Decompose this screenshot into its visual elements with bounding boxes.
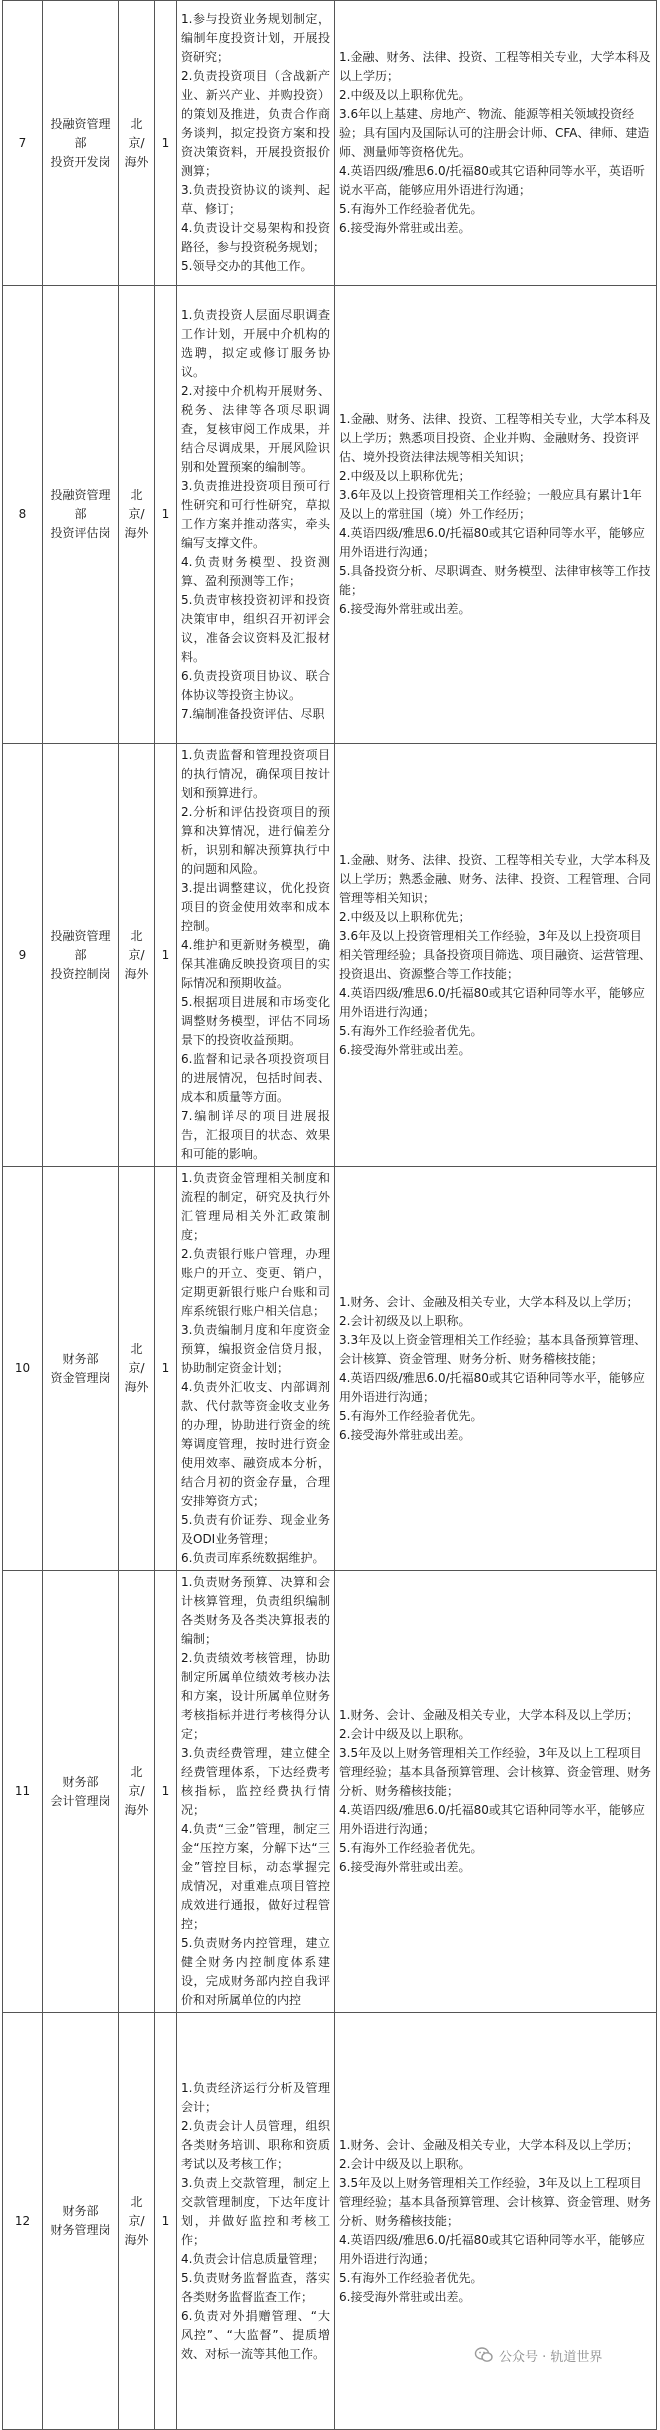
work-location: 北京/海外 <box>119 1167 155 1571</box>
requirement-item: 5.有海外工作经验者优先。 <box>339 1841 483 1855</box>
post-name <box>43 744 119 1167</box>
requirement-item: 5.有海外工作经验者优先。 <box>339 2270 483 2285</box>
position-title: 投资评估岗 <box>50 526 111 540</box>
requirement-item: 4.英语四级/雅思6.0/托福80或其它语种同等水平，能够应用外语进行沟通； <box>339 2232 645 2266</box>
position-title: 会计管理岗 <box>50 1793 111 1808</box>
recruitment-table-body <box>3 1 657 2430</box>
duty-item: 1.负责经济运行分析及管理会计； <box>181 2080 330 2114</box>
duty-item: 3.负责投资协议的谈判、起草、修订； <box>181 183 330 216</box>
requirement-item: 3.5年及以上财务管理相关工作经验，3年及以上工程项目管理经验；基本具备预算管理、会计核算、资金管理、财务分析、财务稽核技能； <box>339 2175 652 2228</box>
duty-item: 3.负责编制月度和年度资金预算，编报资金信贷月报，协助制定资金计划； <box>181 1323 330 1375</box>
row-number: 10 <box>3 1167 43 1571</box>
duty-item: 3.负责经费管理，建立健全经费管理体系，下达经费考核指标，监控经费执行情况； <box>181 1746 330 1817</box>
requirement-item: 2.会计中级及以上职称。 <box>339 2156 471 2171</box>
requirement-item: 3.5年及以上财务管理相关工作经验，3年及以上工程项目管理经验；基本具备预算管理、会计核算、资金管理、财务分析、财务稽核技能； <box>339 1746 652 1798</box>
headcount: 1 <box>155 286 177 744</box>
requirement-item: 2.中级及以上职称优先； <box>339 469 471 483</box>
requirement-item: 6.接受海外常驻或出差。 <box>339 1860 471 1874</box>
work-location: 北京/海外 <box>119 286 155 744</box>
position-title: 资金管理岗 <box>50 1370 111 1385</box>
work-location: 北京/海外 <box>119 1571 155 2013</box>
headcount: 1 <box>155 1571 177 2013</box>
requirement-item: 6.接受海外常驻或出差。 <box>339 602 471 616</box>
table-row <box>3 286 657 744</box>
duty-item: 4.维护和更新财务模型，确保其准确反映投资项目的实际情况和预期收益。 <box>181 938 330 990</box>
duty-item: 6.负责司库系统数据维护。 <box>181 1551 325 1565</box>
work-location: 北京/海外 <box>119 1 155 286</box>
duty-item: 4.负责“三金”管理，制定三金“压控方案，分解下达“三金”管控目标，动态掌握完成情况，对重难点项目管控成效进行通报，做好过程管控； <box>181 1822 330 1931</box>
headcount: 1 <box>155 2013 177 2430</box>
post-name <box>43 2013 119 2430</box>
requirement-item: 1.金融、财务、法律、投资、工程等相关专业，大学本科及以上学历； <box>339 50 651 83</box>
recruitment-table <box>2 0 657 2430</box>
duty-item: 5.负责有价证券、现金业务及ODI业务管理； <box>181 1513 330 1546</box>
duty-item: 6.监督和记录各项投资项目的进展情况，包括时间表、成本和质量等方面。 <box>181 1052 330 1104</box>
position-title: 财务管理岗 <box>50 2223 111 2237</box>
wechat-icon <box>474 2345 494 2365</box>
requirement-item: 4.英语四级/雅思6.0/托福80或其它语种同等水平，能够应用外语进行沟通； <box>339 526 645 559</box>
job-duties <box>177 286 335 744</box>
duty-item: 7.编制详尽的项目进展报告，汇报项目的状态、效果和可能的影响。 <box>181 1109 330 1161</box>
duty-item: 2.分析和评估投资项目的预算和决算情况，进行偏差分析，识别和解决预算执行中的问题和风险。 <box>181 805 330 876</box>
watermark <box>474 2342 654 2368</box>
department-name: 投融资管理部 <box>50 488 111 521</box>
requirement-item: 2.中级及以上职称优先； <box>339 909 471 924</box>
duty-item: 5.负责审核投资初评和投资决策审申，组织召开初评会议，准备会议资料及汇报材料。 <box>181 592 330 664</box>
duty-item: 1.负责资金管理相关制度和流程的制定，研究及执行外汇管理局相关外汇政策制度； <box>181 1171 330 1242</box>
duty-item: 3.负责上交款管理，制定上交款管理制度，下达年度计划，并做好监控和考核工作； <box>181 2175 330 2247</box>
duty-item: 3.负责推进投资项目预可行性研究和可行性研究，草拟工作方案并推动落实，牵头编写支撑文件。 <box>181 478 330 550</box>
headcount: 1 <box>155 1167 177 1571</box>
duty-item: 1.负责监督和管理投资项目的执行情况，确保项目按计划和预算进行。 <box>181 748 330 800</box>
department-name: 投融资管理部 <box>50 116 111 150</box>
duty-item: 5.负责财务监督监查，落实各类财务监督监查工作； <box>181 2270 330 2304</box>
duty-item: 2.负责银行账户管理，办理账户的开立、变更、销户，定期更新银行账户台账和司库系统银行账户相关信息； <box>181 1247 330 1318</box>
post-name <box>43 1571 119 2013</box>
duty-item: 2.负责投资项目（含战新产业、新兴产业、并购投资）的策划及推进，负责合作商务谈判，拟定投资方案和投资决策资料，开展投资报价测算； <box>181 69 330 178</box>
duty-item: 3.提出调整建议，优化投资项目的资金使用效率和成本控制。 <box>181 881 330 933</box>
requirement-item: 5.有海外工作经验者优先。 <box>339 1023 483 1038</box>
duty-item: 2.对接中介机构开展财务、税务、法律等各项尽职调查，复核审阅工作成果，并结合尽调成果，开展风险识别和处置预案的编制等。 <box>181 383 330 474</box>
post-name <box>43 286 119 744</box>
department-name: 财务部 <box>62 2204 99 2218</box>
duty-item: 2.负责会计人员管理，组织各类财务培训、职称和资质考试以及考核工作； <box>181 2118 330 2171</box>
duty-item: 5.领导交办的其他工作。 <box>181 259 313 273</box>
duty-item: 1.负责投资人层面尽职调查工作计划，开展中介机构的选聘，拟定或修订服务协议。 <box>181 307 330 379</box>
duty-item: 4.负责设计交易架构和投资路径，参与投资税务规划； <box>181 221 330 254</box>
job-duties <box>177 1167 335 1571</box>
duty-item: 6.负责对外捐赠管理、“大风控”、“大监督”、提质增效、对标一流等其他工作。 <box>181 2308 330 2361</box>
requirement-item: 6.接受海外常驻或出差。 <box>339 1427 471 1442</box>
row-number: 7 <box>3 1 43 286</box>
requirement-item: 1.金融、财务、法律、投资、工程等相关专业，大学本科及以上学历；熟悉金融、财务、法律、投资、工程管理、合同管理等相关知识； <box>339 852 652 905</box>
post-name <box>43 1 119 286</box>
job-requirements <box>335 1 657 286</box>
requirement-item: 2.会计初级及以上职称。 <box>339 1313 471 1328</box>
row-number: 9 <box>3 744 43 1167</box>
requirement-item: 4.英语四级/雅思6.0/托福80或其它语种同等水平，英语听说水平高，能够应用外语进行沟通； <box>339 164 645 197</box>
department-name: 财务部 <box>62 1774 99 1789</box>
requirement-item: 1.金融、财务、法律、投资、工程等相关专业，大学本科及以上学历；熟悉项目投资、企业并购、金融财务、投资评估、境外投资法律法规等相关知识； <box>339 412 651 464</box>
requirement-item: 6.接受海外常驻或出差。 <box>339 2289 471 2304</box>
requirement-item: 4.英语四级/雅思6.0/托福80或其它语种同等水平，能够应用外语进行沟通； <box>339 985 645 1019</box>
requirement-item: 1.财务、会计、金融及相关专业，大学本科及以上学历； <box>339 1294 639 1309</box>
job-requirements <box>335 286 657 744</box>
duty-item: 4.负责外汇收支、内部调剂款、代付款等资金收支业务的办理，协助进行资金的统筹调度管理，按时进行资金使用效率、融资成本分析，结合月初的资金存量，合理安排筹资方式； <box>181 1380 330 1508</box>
job-duties <box>177 744 335 1167</box>
table-row <box>3 1571 657 2013</box>
duty-item: 1.负责财务预算、决算和会计核算管理，负责组织编制各类财务及各类决算报表的编制； <box>181 1575 330 1646</box>
requirement-item: 4.英语四级/雅思6.0/托福80或其它语种同等水平，能够应用外语进行沟通； <box>339 1803 645 1836</box>
duty-item: 7.编制准备投资评估、尽职 <box>181 706 325 721</box>
position-title: 投资开发岗 <box>50 154 111 169</box>
table-row <box>3 1167 657 1571</box>
requirement-item: 5.有海外工作经验者优先。 <box>339 1408 483 1423</box>
requirement-item: 1.财务、会计、金融及相关专业，大学本科及以上学历； <box>339 1708 639 1722</box>
requirement-item: 3.6年及以上投资管理相关工作经验，3年及以上投资项目相关管理经验；具备投资项目筛选、项目融资、运营管理、投资退出、资源整合等工作技能； <box>339 928 652 981</box>
requirement-item: 6.接受海外常驻或出差。 <box>339 1042 471 1057</box>
headcount: 1 <box>155 744 177 1167</box>
post-name <box>43 1167 119 1571</box>
table-row <box>3 1 657 286</box>
duty-item: 1.参与投资业务规划制定，编制年度投资计划，开展投资研究； <box>181 12 330 64</box>
job-duties <box>177 2013 335 2430</box>
job-duties <box>177 1 335 286</box>
duty-item: 5.负责财务内控管理，建立健全财务内控制度体系建设，完成财务部内控自我评价和对所属单位的内控 <box>181 1936 330 2007</box>
job-requirements <box>335 1167 657 1571</box>
headcount: 1 <box>155 1 177 286</box>
department-name: 投融资管理部 <box>50 928 111 962</box>
row-number: 8 <box>3 286 43 744</box>
requirement-item: 3.3年及以上资金管理相关工作经验；基本具备预算管理、会计核算、资金管理、财务分析、财务稽核技能； <box>339 1332 647 1366</box>
requirement-item: 4.英语四级/雅思6.0/托福80或其它语种同等水平，能够应用外语进行沟通； <box>339 1370 645 1404</box>
job-requirements <box>335 744 657 1167</box>
requirement-item: 3.6年及以上投资管理相关工作经验；一般应具有累计1年及以上的常驻国（境）外工作经历； <box>339 488 642 521</box>
row-number: 12 <box>3 2013 43 2430</box>
requirement-item: 3.6年以上基建、房地产、物流、能源等相关领域投资经验；具有国内及国际认可的注册会计师、CFA、律师、建造师、测量师等资格优先。 <box>339 107 650 159</box>
duty-item: 6.负责投资项目协议、联合体协议等投资主协议。 <box>181 668 330 702</box>
requirement-item: 1.财务、会计、金融及相关专业，大学本科及以上学历； <box>339 2137 639 2152</box>
table-row <box>3 744 657 1167</box>
requirement-item: 6.接受海外常驻或出差。 <box>339 221 471 235</box>
department-name: 财务部 <box>62 1351 99 1366</box>
position-title: 投资控制岗 <box>50 966 111 981</box>
job-requirements <box>335 1571 657 2013</box>
row-number: 11 <box>3 1571 43 2013</box>
duty-item: 2.负责绩效考核管理，协助制定所属单位绩效考核办法和方案，设计所属单位财务考核指标并进行考核得分认定； <box>181 1651 330 1741</box>
requirement-item: 2.会计中级及以上职称。 <box>339 1727 471 1741</box>
duty-item: 5.根据项目进展和市场变化调整财务模型，评估不同场景下的投资收益预期。 <box>181 995 330 1047</box>
work-location: 北京/海外 <box>119 2013 155 2430</box>
job-duties <box>177 1571 335 2013</box>
requirement-item: 5.具备投资分析、尽职调查、财务模型、法律审核等工作技能； <box>339 564 651 597</box>
requirement-item: 2.中级及以上职称优先。 <box>339 88 471 102</box>
watermark-text: 公众号 · 轨道世界 <box>499 2349 603 2365</box>
work-location: 北京/海外 <box>119 744 155 1167</box>
duty-item: 4.负责财务模型、投资测算、盈利预测等工作； <box>181 554 330 588</box>
duty-item: 4.负责会计信息质量管理； <box>181 2251 325 2266</box>
requirement-item: 5.有海外工作经验者优先。 <box>339 202 483 216</box>
